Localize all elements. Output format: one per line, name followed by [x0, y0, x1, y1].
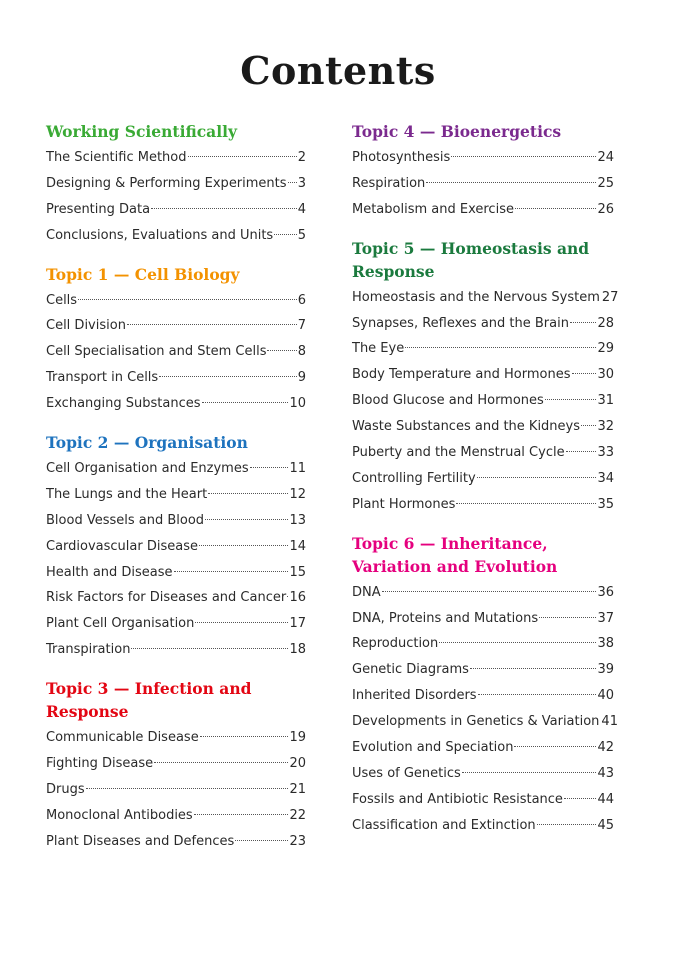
section-topic-3: [46, 677, 306, 854]
entry-page: 29: [597, 341, 614, 357]
dot-leader: [194, 814, 289, 815]
entry-label: The Scientific Method: [46, 150, 187, 165]
toc-entry[interactable]: [46, 829, 306, 855]
dot-leader: [537, 824, 597, 825]
dot-leader: [439, 642, 596, 643]
dot-leader: [570, 322, 597, 323]
dot-leader: [462, 772, 597, 773]
entry-label: Photosynthesis: [352, 150, 451, 165]
section-working-scientifically: [46, 120, 306, 249]
entry-page: 38: [597, 636, 614, 652]
entry-label: Evolution and Speciation: [352, 740, 514, 756]
toc-entry[interactable]: [46, 803, 306, 829]
entry-page: 39: [597, 662, 614, 678]
toc-entry[interactable]: [46, 482, 306, 508]
entry-label: Transport in Cells: [46, 370, 159, 386]
toc-entry[interactable]: [352, 631, 614, 657]
toc-entry[interactable]: [352, 311, 614, 337]
entry-label: Monoclonal Antibodies: [46, 807, 193, 823]
entry-label: Synapses, Reflexes and the Brain: [352, 315, 569, 331]
entry-page: 36: [597, 584, 614, 600]
entry-page: 26: [597, 201, 614, 217]
toc-entry[interactable]: [46, 365, 306, 391]
entry-page: 15: [289, 564, 306, 580]
dot-leader: [250, 467, 289, 468]
entry-label: Cardiovascular Disease: [46, 538, 198, 554]
toc-entry[interactable]: [46, 197, 306, 223]
entry-page: 24: [597, 150, 614, 165]
toc-entry[interactable]: [46, 145, 306, 171]
toc-entry[interactable]: [46, 560, 306, 586]
section-topic-2: [46, 431, 306, 663]
contents-right-column: [352, 120, 619, 853]
dot-leader: [382, 591, 597, 592]
dot-leader: [564, 798, 597, 799]
toc-entry[interactable]: [46, 288, 306, 314]
toc-entry[interactable]: [46, 725, 306, 751]
entry-label: Inherited Disorders: [352, 688, 477, 704]
section-heading: Topic 3 — Infection and Response: [46, 679, 252, 722]
toc-entry[interactable]: [352, 171, 614, 197]
entry-label: Metabolism and Exercise: [352, 201, 514, 217]
dot-leader: [477, 477, 597, 478]
entry-label: Transpiration: [46, 642, 131, 658]
entry-label: Controlling Fertility: [352, 470, 476, 486]
toc-entry[interactable]: [46, 456, 306, 482]
entry-page: 33: [597, 445, 614, 461]
section-topic-5: [352, 237, 619, 518]
dot-leader: [86, 788, 289, 789]
dot-leader: [202, 402, 289, 403]
entry-page: 40: [597, 688, 614, 704]
dot-leader: [199, 545, 288, 546]
dot-leader: [131, 648, 288, 649]
entry-label: Uses of Genetics: [352, 765, 461, 781]
dot-leader: [539, 617, 596, 618]
dot-leader: [188, 156, 297, 157]
dot-leader: [200, 736, 289, 737]
dot-leader: [405, 347, 596, 348]
section-topic-6: [352, 532, 618, 839]
dot-leader: [127, 324, 297, 325]
entry-label: The Lungs and the Heart: [46, 486, 208, 502]
entry-label: DNA, Proteins and Mutations: [352, 610, 539, 626]
page-title: Contents: [240, 48, 436, 93]
entry-label: Cell Division: [46, 318, 126, 334]
entry-label: Plant Hormones: [352, 496, 456, 512]
entry-label: Homeostasis and the Nervous System: [352, 289, 600, 305]
entry-page: 13: [289, 512, 306, 528]
dot-leader: [456, 503, 596, 504]
entry-page: 12: [289, 486, 306, 502]
toc-entry[interactable]: [46, 508, 306, 534]
entry-label: The Eye: [352, 341, 405, 357]
dot-leader: [515, 208, 596, 209]
entry-label: Plant Diseases and Defences: [46, 833, 235, 849]
entry-page: 34: [597, 470, 614, 486]
toc-entry[interactable]: [352, 606, 614, 632]
entry-page: 10: [289, 396, 306, 412]
dot-leader: [581, 425, 596, 426]
entry-label: Genetic Diagrams: [352, 662, 469, 678]
entry-label: Puberty and the Menstrual Cycle: [352, 445, 565, 461]
entry-page: 7: [297, 318, 306, 334]
dot-leader: [478, 694, 597, 695]
entry-page: 37: [597, 610, 614, 626]
entry-page: 43: [597, 765, 614, 781]
entry-page: 28: [597, 315, 614, 331]
dot-leader: [195, 622, 288, 623]
entry-page: 21: [289, 781, 306, 797]
entry-page: 19: [289, 730, 306, 746]
entry-label: Waste Substances and the Kidneys: [352, 419, 581, 435]
toc-entry[interactable]: [46, 585, 306, 611]
dot-leader: [267, 350, 296, 351]
dot-leader: [566, 451, 597, 452]
entry-label: Designing & Performing Experiments: [46, 175, 287, 191]
section-heading: Topic 1 — Cell Biology: [46, 264, 240, 284]
entry-label: Fighting Disease: [46, 756, 154, 772]
entry-page: 4: [297, 201, 306, 217]
dot-leader: [545, 399, 597, 400]
toc-entry[interactable]: [46, 391, 306, 417]
dot-leader: [159, 376, 297, 377]
toc-entry[interactable]: [46, 534, 306, 560]
toc-entry[interactable]: [352, 466, 614, 492]
section-heading: Topic 5 — Homeostasis and Response: [352, 238, 590, 281]
entry-page: 17: [289, 616, 306, 632]
entry-label: Plant Cell Organisation: [46, 616, 195, 632]
entry-label: Cells: [46, 292, 78, 308]
toc-entry[interactable]: [46, 751, 306, 777]
entry-page: 32: [597, 419, 614, 435]
entry-label: Conclusions, Evaluations and Units: [46, 227, 274, 243]
toc-entry[interactable]: [352, 657, 614, 683]
dot-leader: [208, 493, 288, 494]
entry-page: 11: [289, 461, 306, 477]
entry-page: 22: [289, 807, 306, 823]
entry-label: Developments in Genetics & Variation: [352, 714, 600, 730]
toc-entry[interactable]: [46, 223, 306, 249]
toc-entry[interactable]: [46, 637, 306, 663]
entry-label: Health and Disease: [46, 564, 173, 580]
section-topic-1: [46, 263, 306, 417]
dot-leader: [174, 571, 289, 572]
entry-label: Classification and Extinction: [352, 817, 536, 833]
entry-label: Cell Organisation and Enzymes: [46, 461, 249, 477]
entry-label: DNA: [352, 584, 381, 600]
toc-entry[interactable]: [352, 388, 614, 414]
entry-page: 41: [601, 714, 618, 730]
toc-entry[interactable]: [352, 285, 619, 311]
toc-entry[interactable]: [46, 313, 306, 339]
entry-label: Fossils and Antibiotic Resistance: [352, 791, 563, 807]
toc-entry[interactable]: [352, 787, 614, 813]
entry-page: 45: [597, 817, 614, 833]
entry-page: 30: [597, 367, 614, 383]
entry-page: 2: [297, 150, 306, 165]
dot-leader: [572, 373, 597, 374]
contents-left-column: [46, 120, 306, 869]
toc-entry[interactable]: [352, 145, 614, 171]
toc-entry[interactable]: [352, 336, 614, 362]
toc-entry[interactable]: [352, 362, 614, 388]
toc-entry[interactable]: [46, 171, 306, 197]
toc-entry[interactable]: [46, 777, 306, 803]
entry-page: 27: [601, 289, 619, 305]
entry-label: Presenting Data: [46, 201, 151, 217]
section-heading: Working Scientifically: [46, 122, 238, 141]
toc-entry[interactable]: [352, 197, 614, 223]
entry-label: Exchanging Substances: [46, 396, 201, 412]
entry-page: 8: [297, 344, 306, 360]
toc-entry[interactable]: [352, 709, 618, 735]
dot-leader: [288, 182, 297, 183]
dot-leader: [470, 668, 597, 669]
toc-entry[interactable]: [352, 440, 614, 466]
toc-entry[interactable]: [352, 492, 614, 518]
entry-page: 42: [597, 740, 614, 756]
entry-page: 16: [289, 590, 306, 606]
entry-page: 44: [597, 791, 614, 807]
toc-entry[interactable]: [352, 580, 614, 606]
entry-label: Respiration: [352, 175, 426, 191]
section-topic-4: [352, 120, 614, 223]
entry-label: Blood Glucose and Hormones: [352, 393, 544, 409]
entry-page: 18: [289, 642, 306, 658]
entry-label: Communicable Disease: [46, 730, 199, 746]
dot-leader: [287, 596, 288, 597]
dot-leader: [514, 746, 596, 747]
entry-page: 6: [297, 292, 306, 308]
entry-page: 35: [597, 496, 614, 512]
entry-page: 20: [289, 756, 306, 772]
entry-label: Drugs: [46, 781, 85, 797]
dot-leader: [151, 208, 297, 209]
entry-page: 31: [597, 393, 614, 409]
entry-page: 25: [597, 175, 614, 191]
dot-leader: [235, 840, 288, 841]
entry-page: 14: [289, 538, 306, 554]
dot-leader: [451, 156, 596, 157]
entry-page: 9: [297, 370, 306, 386]
entry-label: Risk Factors for Diseases and Cancer: [46, 590, 287, 606]
section-heading: Topic 4 — Bioenergetics: [352, 122, 562, 141]
toc-entry[interactable]: [46, 339, 306, 365]
entry-label: Cell Specialisation and Stem Cells: [46, 344, 267, 360]
entry-label: Reproduction: [352, 636, 439, 652]
dot-leader: [274, 234, 297, 235]
dot-leader: [78, 299, 297, 300]
entry-label: Body Temperature and Hormones: [352, 367, 571, 383]
dot-leader: [426, 182, 596, 183]
toc-entry[interactable]: [352, 813, 614, 839]
section-heading: Topic 2 — Organisation: [46, 433, 248, 453]
entry-label: Blood Vessels and Blood: [46, 512, 205, 528]
entry-page: 3: [297, 175, 306, 191]
dot-leader: [205, 519, 288, 520]
entry-page: 5: [297, 227, 306, 243]
toc-entry[interactable]: [352, 683, 614, 709]
entry-page: 23: [289, 833, 306, 849]
toc-entry[interactable]: [46, 611, 306, 637]
toc-entry[interactable]: [352, 414, 614, 440]
toc-entry[interactable]: [352, 761, 614, 787]
section-heading: Topic 6 — Inheritance, Variation and Evolution: [352, 533, 558, 576]
toc-entry[interactable]: [352, 735, 614, 761]
dot-leader: [154, 762, 288, 763]
